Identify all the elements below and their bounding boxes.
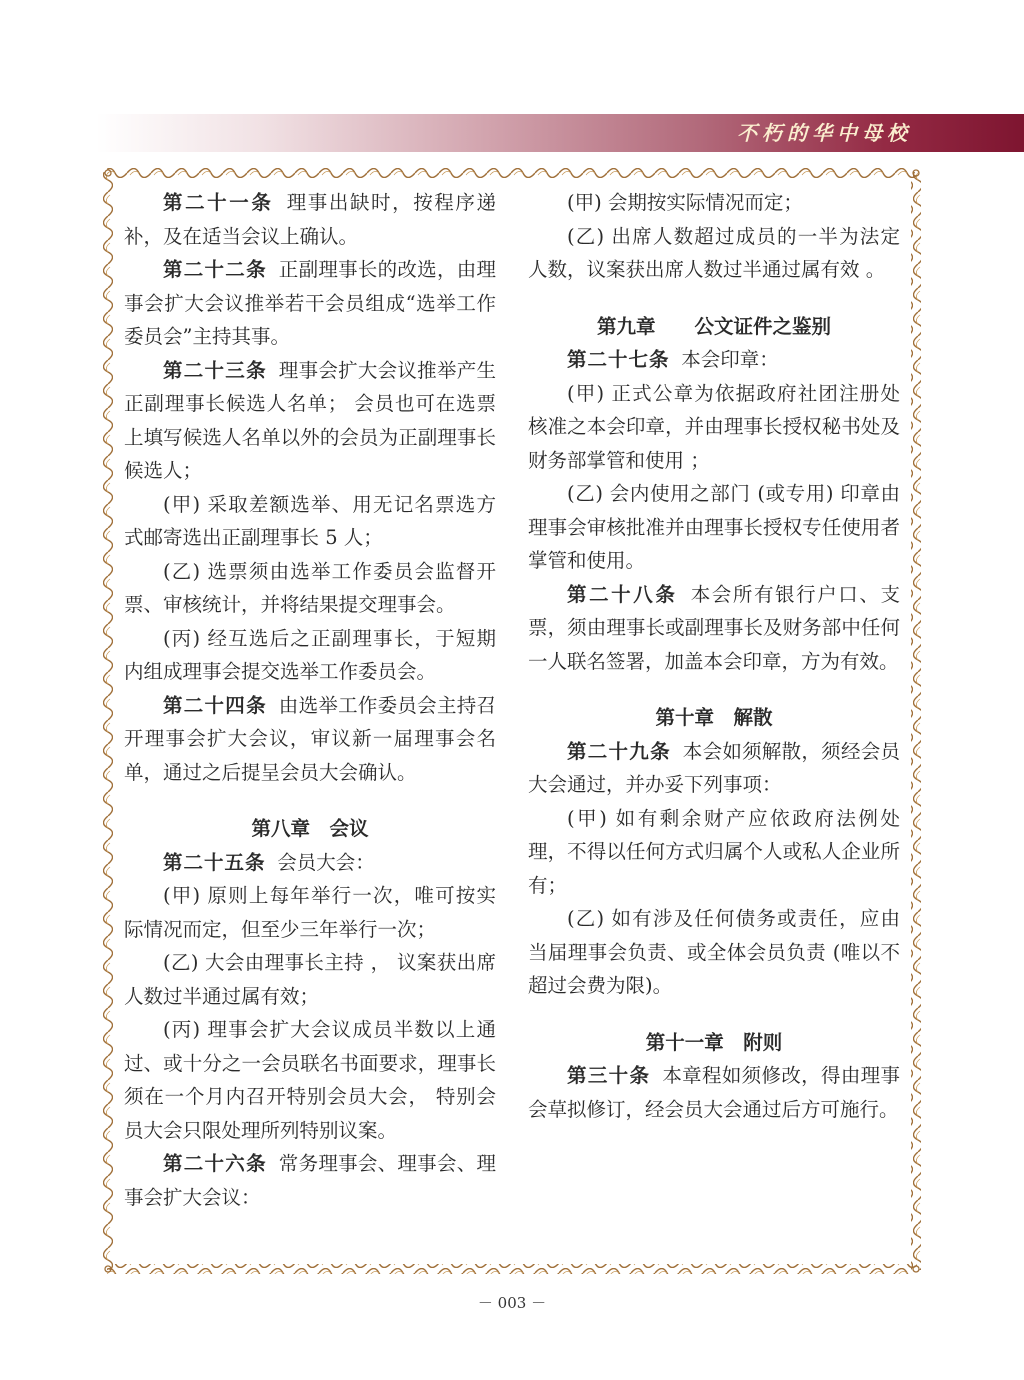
article-text: 本会印章： xyxy=(681,348,779,371)
article-text: 会员大会： xyxy=(277,850,375,874)
article-label: 第二十八条 xyxy=(567,582,678,606)
article-28 xyxy=(528,578,900,679)
article-label: 第二十四条 xyxy=(163,693,267,717)
list-item: (甲) 采取差额选举、用无记名票选方式邮寄选出正副理事长 5 人； xyxy=(124,492,496,549)
left-column xyxy=(124,186,496,1214)
article-text: 常务理事会、理事会、理事会扩大会议： xyxy=(124,1152,496,1209)
article-text: 理事会扩大会议推举产生正副理事长候选人名单； 会员也可在选票上填写候选人名单以外的会员为正副理事长候选人； xyxy=(124,358,496,482)
article-label: 第二十二条 xyxy=(163,258,267,281)
header-banner xyxy=(96,114,1024,152)
article-label: 第二十一条 xyxy=(163,191,274,214)
article-26 xyxy=(124,1147,496,1214)
article-30 xyxy=(528,1059,900,1126)
chapter-9-heading: 第九章 公文证件之鉴别 xyxy=(596,314,831,338)
article-21 xyxy=(124,186,496,253)
list-item: (乙) 出席人数超过成员的一半为法定人数，议案获出席人数过半通过属有效 。 xyxy=(528,224,900,281)
article-label: 第二十三条 xyxy=(163,358,267,382)
article-label: 第二十九条 xyxy=(567,739,671,763)
right-column xyxy=(528,186,900,1126)
list-item: (乙) 大会由理事长主持 ， 议案获出席人数过半通过属有效； xyxy=(124,951,496,1008)
chapter-8-heading: 第八章 会议 xyxy=(251,817,369,840)
list-item: (甲) 正式公章为依据政府社团注册处核准之本会印章，并由理事长授权秘书处及财务部掌管和使用 ； xyxy=(528,381,900,472)
article-label: 第二十六条 xyxy=(163,1152,267,1175)
article-text: 理事出缺时，按程序递补，及在适当会议上确认。 xyxy=(124,191,496,248)
list-item: (甲) 如有剩余财产应依政府法例处理，不得以任何方式归属个人或私人企业所有； xyxy=(528,806,900,897)
list-item: (丙) 经互选后之正副理事长，于短期内组成理事会提交选举工作委员会。 xyxy=(124,626,496,683)
article-label: 第二十五条 xyxy=(163,850,266,874)
article-23 xyxy=(124,354,496,488)
chapter-11-heading: 第十一章 附则 xyxy=(645,1030,783,1054)
list-item: (甲) 原则上每年举行一次，唯可按实际情况而定，但至少三年举行一次； xyxy=(124,884,496,941)
article-22 xyxy=(124,253,496,354)
chapter-10-heading: 第十章 解散 xyxy=(655,706,773,729)
article-text: 由选举工作委员会主持召开理事会扩大会议，审议新一届理事会名单，通过之后提呈会员大会确认。 xyxy=(124,693,496,784)
list-item: (甲) 会期按实际情况而定； xyxy=(567,191,803,214)
article-text: 本会所有银行户口、支票，须由理事长或副理事长及财务部中任何一人联名签署，加盖本会印章，方为有效。 xyxy=(528,582,900,673)
article-29 xyxy=(528,735,900,802)
page-number: － 003 － xyxy=(477,1294,547,1312)
article-text: 本章程如须修改，得由理事会草拟修订，经会员大会通过后方可施行。 xyxy=(528,1064,900,1121)
article-label: 第三十条 xyxy=(567,1064,651,1087)
list-item: (乙) 如有涉及任何债务或责任，应由当届理事会负责、或全体会员负责 (唯以不超过会费为限)。 xyxy=(528,907,900,997)
article-label: 第二十七条 xyxy=(567,348,670,371)
list-item: (乙) 会内使用之部门 (或专用) 印章由理事会审核批准并由理事长授权专任使用者掌管和使用。 xyxy=(528,482,900,572)
banner-title: 不朽的华中母校 xyxy=(737,121,912,145)
list-item: (乙) 选票须由选举工作委员会监督开票、审核统计，并将结果提交理事会。 xyxy=(124,559,496,616)
article-24 xyxy=(124,689,496,790)
article-25 xyxy=(124,846,496,880)
article-text: 正副理事长的改选，由理事会扩大会议推举若干会员组成“选举工作委员会”主持其事。 xyxy=(124,258,496,348)
article-text: 本会如须解散，须经会员大会通过，并办妥下列事项： xyxy=(528,739,900,796)
list-item: (丙) 理事会扩大会议成员半数以上通过、或十分之一会员联名书面要求，理事长须在一个月内召开特别会员大会， 特别会员大会只限处理所列特别议案。 xyxy=(124,1018,496,1142)
article-27 xyxy=(528,343,900,377)
